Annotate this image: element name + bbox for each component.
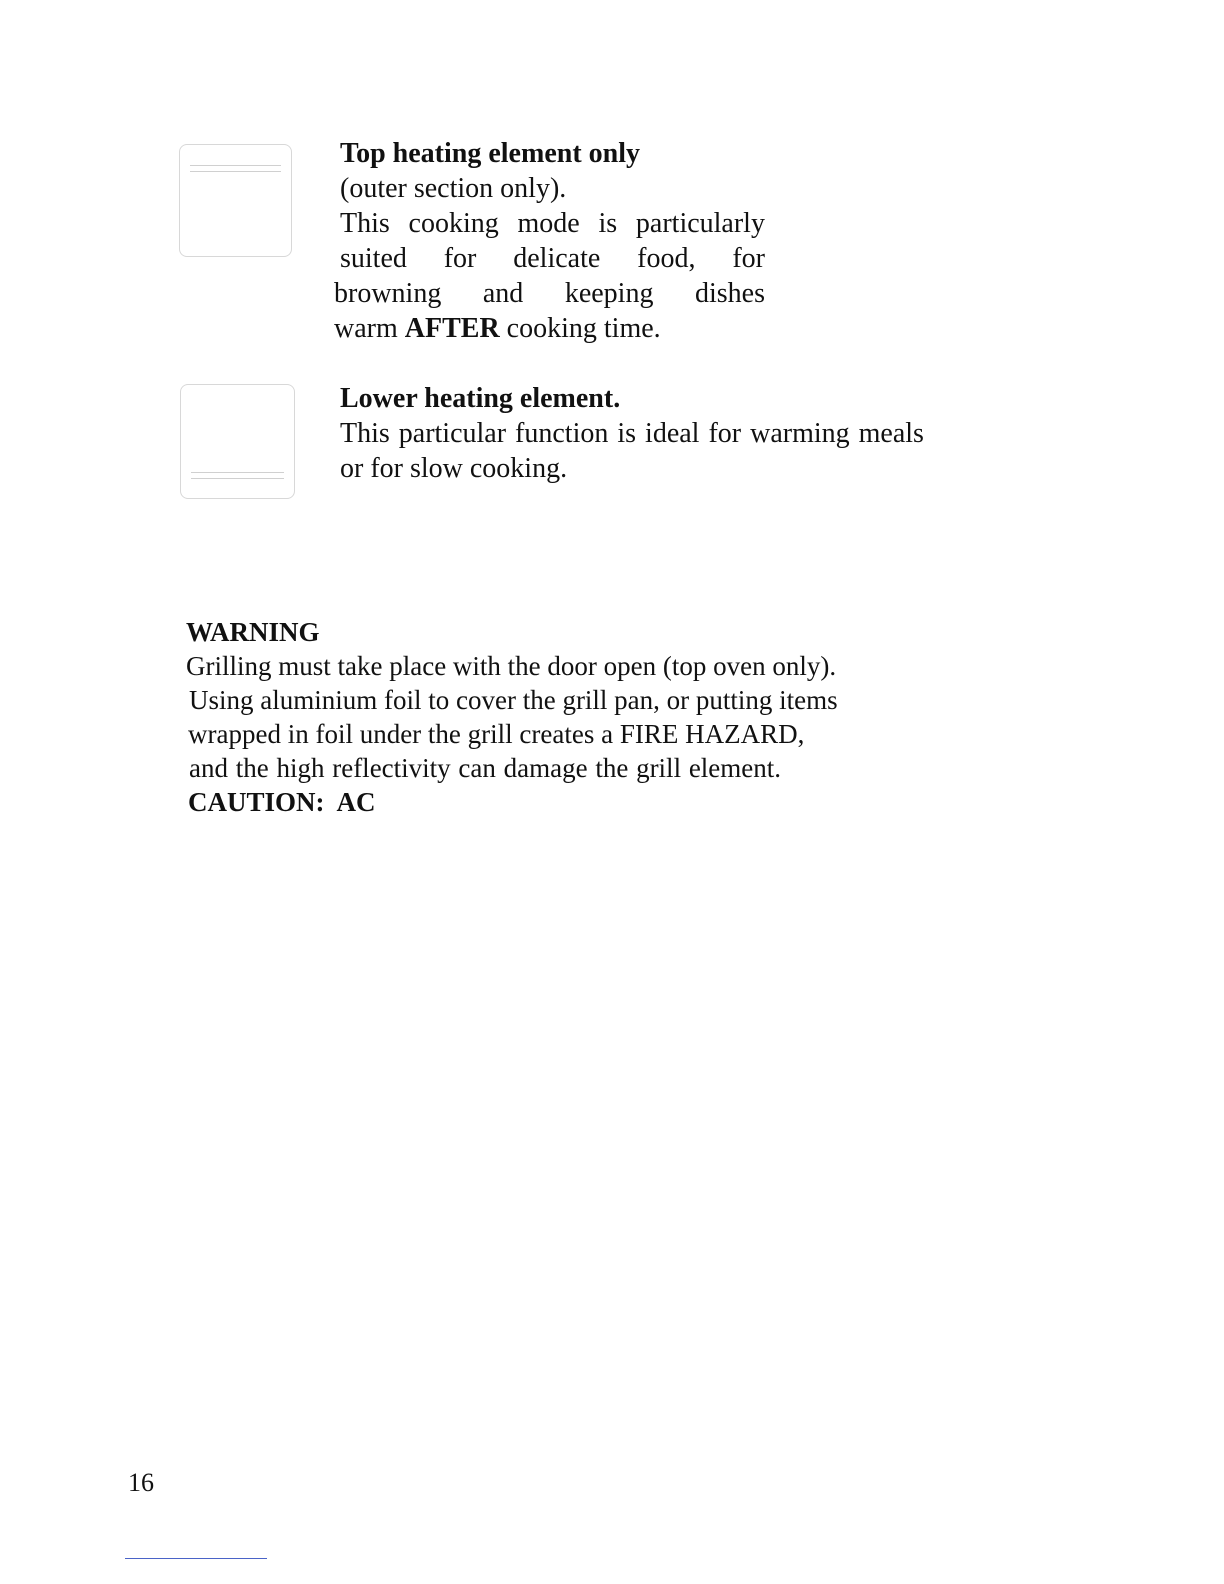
lower-heating-element-icon (180, 384, 295, 499)
warning-line-4: and the high reflectivity can damage the grill element. (189, 753, 782, 783)
top-heating-title: Top heating element only (340, 138, 640, 169)
warning-block (186, 615, 838, 819)
top-heating-section (334, 136, 765, 346)
lower-heating-title: Lower heating element. (340, 383, 621, 414)
top-heating-line-3: browning and keeping dishes (334, 278, 765, 309)
lower-heating-line-2: or for slow cooking. (340, 453, 568, 484)
top-heating-line-1: This cooking mode is particularly (340, 208, 765, 239)
warning-heading: WARNING (186, 617, 320, 647)
top-heating-element-icon (179, 144, 292, 257)
footer-rule (125, 1558, 267, 1559)
lower-heating-section (340, 381, 990, 486)
top-heating-subtitle: (outer section only). (340, 173, 567, 204)
lower-heating-line-1: This particular function is ideal for warming meals (340, 418, 924, 449)
top-heating-line-2: suited for delicate food, for (340, 243, 765, 274)
caution-label: CAUTION: AC (188, 787, 376, 817)
warning-line-1: Grilling must take place with the door open (top oven only). (186, 651, 837, 681)
page-number: 16 (128, 1468, 154, 1497)
top-heating-line-4: warm AFTER cooking time. (334, 313, 661, 344)
lower-element-bar (191, 472, 284, 479)
warning-line-2: Using aluminium foil to cover the grill pan, or putting items (189, 685, 838, 715)
warning-line-3: wrapped in foil under the grill creates a FIRE HAZARD, (188, 719, 805, 749)
top-element-bar (190, 165, 281, 172)
